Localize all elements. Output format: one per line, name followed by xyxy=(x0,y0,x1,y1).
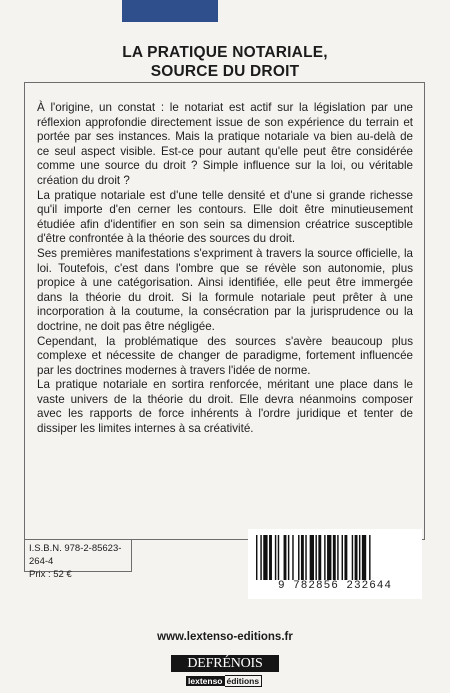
barcode xyxy=(248,529,422,599)
summary-paragraph: La pratique notariale en sortira renforcée, méritant une place dans le vaste univers de la théorie du droit. Elle devra néanmoins composer avec les rapports de force inhérents à l'ordre juridique et tenter de dissiper les limites internes à sa créativité. xyxy=(37,378,413,436)
barcode-number: 9 782856 232644 xyxy=(248,580,422,592)
summary-paragraph: À l'origine, un constat : le notariat est actif sur la législation par une réflexion approfondie directement issue de son expérience du terrain et portée par ses instances. Mais la pratique notariale va bien au-delà de ce seul aspect visible. Est-ce pour autant qu'elle peut être considérée comme une source du droit ? Simple influence sur la loi, ou véritable création du droit ? xyxy=(37,101,413,187)
imprint-part2: éditions xyxy=(225,675,263,687)
price: Prix : 52 € xyxy=(29,569,72,580)
summary-paragraph: La pratique notariale est d'une telle densité et d'une si grande richesse qu'il importe d'en cerner les contours. Elle doit être minutieusement étudiée afin d'identifier en son sein sa dimension créatrice susceptible d'être confrontée à la théorie des sources du droit. xyxy=(37,188,413,246)
summary-paragraph: Ses premières manifestations s'expriment à travers la source officielle, la loi. Toutefois, c'est dans l'ombre que se révèle son autonomie, plus propice à une catégorisation. Ainsi identifiée, elle peut être immergée dans la théorie du droit. Si la formule notariale peut prêter à une incorporation à la coutume, la consécration par la jurisprudence ou la doctrine, ne doit pas être négligée. xyxy=(37,246,413,333)
book-title-line1: LA PRATIQUE NOTARIALE, xyxy=(122,44,328,61)
imprint-logo xyxy=(186,676,262,687)
book-title-line2: SOURCE DU DROIT xyxy=(150,63,300,80)
isbn-number: I.S.B.N. 978-2-85623-264-4 xyxy=(29,543,122,567)
isbn-price-box xyxy=(24,540,132,580)
publisher-logo: DEFRÉNOIS xyxy=(171,655,279,672)
top-accent-bar xyxy=(122,0,218,22)
barcode-bars xyxy=(256,535,414,581)
summary-paragraph: Cependant, la problématique des sources s'avère beaucoup plus complexe et nécessite de changer de paradigme, fortement influencée par les doctrines modernes à travers l'idée de norme. xyxy=(37,334,413,377)
imprint-part1: lextenso xyxy=(188,676,223,686)
back-cover-summary xyxy=(37,101,413,437)
publisher-website[interactable]: www.lextenso-editions.fr xyxy=(157,631,293,643)
